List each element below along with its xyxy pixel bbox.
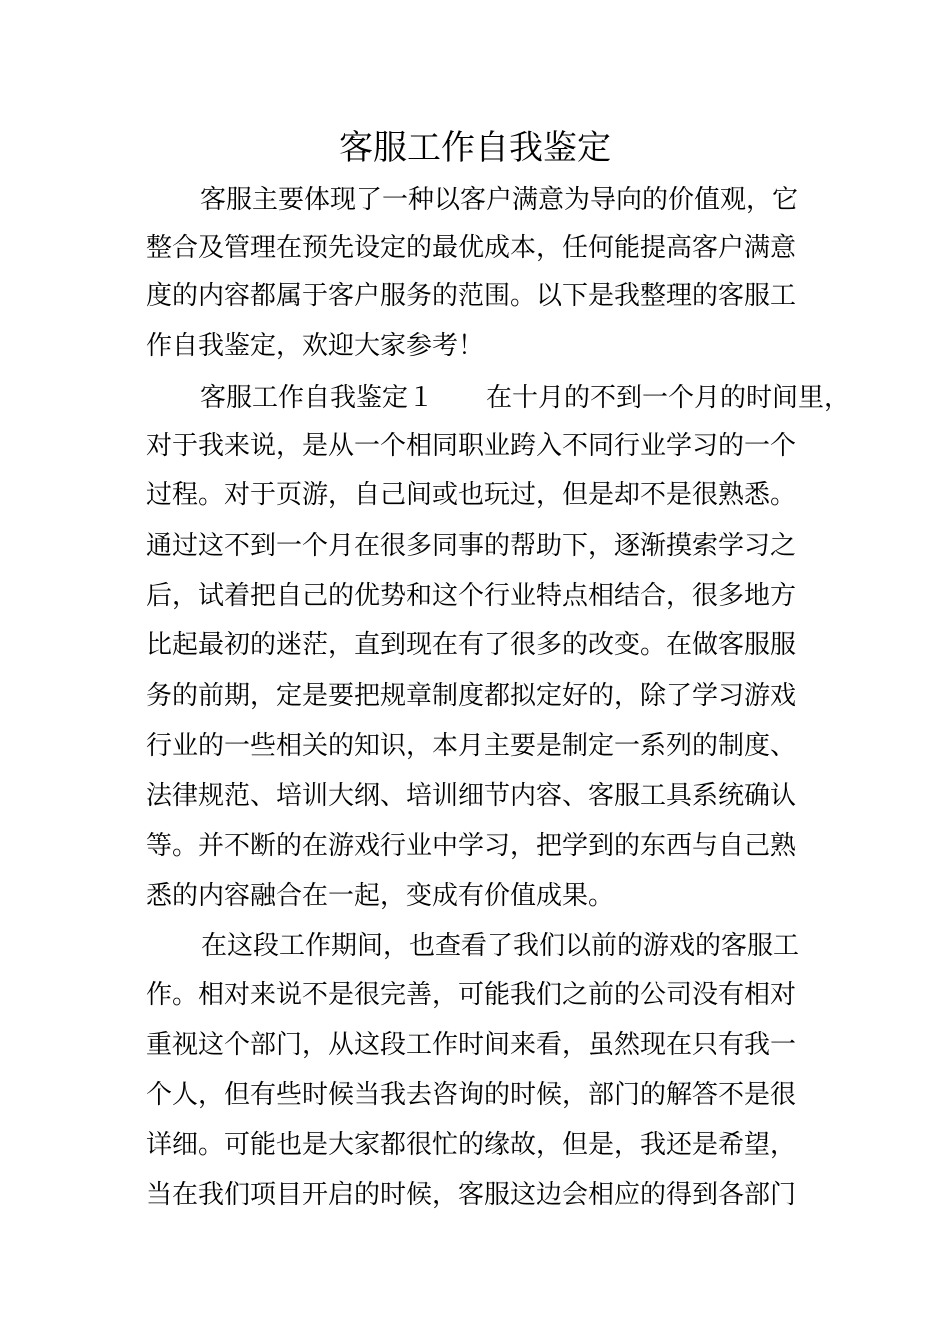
paragraph-line: 通过这不到一个月在很多同事的帮助下，逐渐摸索学习之 (146, 531, 797, 561)
document-title: 客服工作自我鉴定 (339, 128, 611, 168)
paragraph-line: 客服主要体现了一种以客户满意为导向的价值观，它 (200, 185, 799, 215)
paragraph-line: 在这段工作期间，也查看了我们以前的游戏的客服工 (201, 931, 800, 961)
paragraph-line: 整合及管理在预先设定的最优成本，任何能提高客户满意 (146, 233, 797, 263)
paragraph-line: 务的前期，定是要把规章制度都拟定好的，除了学习游戏 (146, 681, 797, 711)
paragraph-line: 详细。可能也是大家都很忙的缘故，但是，我还是希望， (146, 1130, 797, 1160)
paragraph-line: 对于我来说，是从一个相同职业跨入不同行业学习的一个 (146, 431, 797, 461)
paragraph-line: 个人，但有些时候当我去咨询的时候，部门的解答不是很 (146, 1080, 797, 1110)
paragraph-line: 法律规范、培训大纲、培训细节内容、客服工具系统确认 (146, 781, 797, 811)
paragraph-line: 客服工作自我鉴定１ 在十月的不到一个月的时间里， (200, 383, 851, 413)
paragraph-line: 后，试着把自己的优势和这个行业特点相结合，很多地方 (146, 581, 797, 611)
paragraph-line: 度的内容都属于客户服务的范围。以下是我整理的客服工 (146, 281, 797, 311)
paragraph-line: 行业的一些相关的知识，本月主要是制定一系列的制度、 (146, 731, 797, 761)
paragraph-line: 过程。对于页游，自己间或也玩过，但是却不是很熟悉。 (146, 480, 797, 510)
paragraph-line: 悉的内容融合在一起，变成有价值成果。 (146, 881, 615, 911)
paragraph-line: 比起最初的迷茫，直到现在有了很多的改变。在做客服服 (146, 630, 797, 660)
paragraph-line: 作。相对来说不是很完善，可能我们之前的公司没有相对 (146, 980, 797, 1010)
paragraph-line: 重视这个部门，从这段工作时间来看，虽然现在只有我一 (146, 1030, 797, 1060)
paragraph-line: 作自我鉴定，欢迎大家参考！ (146, 331, 485, 361)
paragraph-line: 等。并不断的在游戏行业中学习，把学到的东西与自己熟 (146, 831, 797, 861)
paragraph-line: 当在我们项目开启的时候，客服这边会相应的得到各部门 (146, 1180, 797, 1210)
